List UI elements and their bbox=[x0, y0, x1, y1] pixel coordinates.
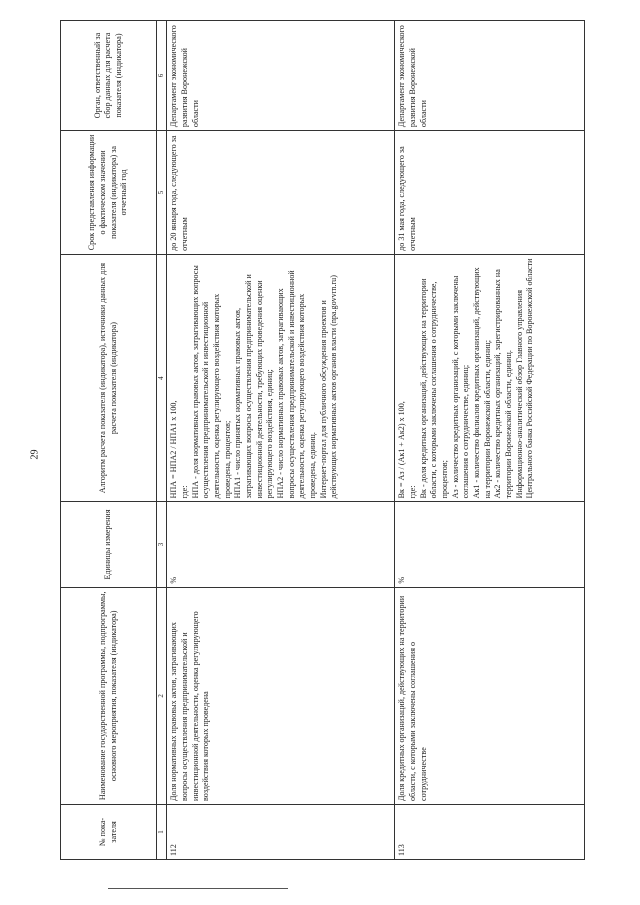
header-cell: Алгоритм расчета показателя (индикатора), источники данных для расчета показателя (индикатора) bbox=[61, 254, 157, 502]
indicator-number: 112 bbox=[167, 804, 395, 859]
responsible-body: Департамент экономического развития Воронежской области bbox=[167, 21, 395, 131]
header-row bbox=[61, 21, 157, 860]
rotated-table-container bbox=[60, 20, 585, 860]
indicator-algorithm: НПА = НПА2 / НПА1 x 100, где: НПА - доля нормативных правовых актов, затрагивающих вопросы осуществления предпринимательской и инвестиционной деятельности, оценка регулирующего воздействия которых проведена, процентов; НПА1 - число принятых нормативных правовых актов, затрагивающих вопросы осуществления предпринимательской и инвестиционной деятельности, требующих проведения оценки регулирующего воздействия, единиц; НПА2 - число нормативных правовых актов, затрагивающих вопросы осуществления предпринимательской и инвестиционной деятельности, оценка регулирующего воздействия которых проведена, единиц. Интернет-портал для публичного обсуждения проектов и действующих нормативных актов органов власти (npa.govvrn.ru) bbox=[167, 254, 395, 502]
column-number: 4 bbox=[157, 254, 167, 502]
header-cell: Орган, ответственный за сбор данных для расчета показателя (индикатора) bbox=[61, 21, 157, 131]
table-row bbox=[167, 21, 395, 860]
header-cell: Срок представления информации о фактическом значении показателя (индикатора) за отчетный год bbox=[61, 131, 157, 255]
column-number: 6 bbox=[157, 21, 167, 131]
header-cell: № пока-зателя bbox=[61, 804, 157, 859]
indicator-deadline: до 20 января года, следующего за отчетным bbox=[167, 131, 395, 255]
column-number-row bbox=[157, 21, 167, 860]
indicator-algorithm: Вк = Аз / (Ак1 + Ак2) x 100, где: Вк - доля кредитных организаций, действующих на территории области, с которыми заключены соглашения о сотрудничестве, процентов; Аз - количество кредитных организаций, с которыми заключены соглашения о сотрудничестве, единиц; Ак1 - количество филиалов кредитных организаций, действующих на территории Воронежской области, единиц; Ак2 - количество кредитных организаций, зарегистрированных на территории Воронежской области, единиц. Информационно-аналитический обзор Главного управления Центрального банка Российской Федерации по Воронежской области bbox=[395, 254, 585, 502]
indicator-table bbox=[60, 20, 585, 860]
indicator-number: 113 bbox=[395, 804, 585, 859]
responsible-body: Департамент экономического развития Воронежской области bbox=[395, 21, 585, 131]
indicator-unit: % bbox=[167, 502, 395, 587]
footnote-divider bbox=[108, 888, 288, 889]
indicator-name: Доля нормативных правовых актов, затрагивающих вопросы осуществления предпринимательской и инвестиционной деятельности, оценка регулирующего воздействия которых проведена bbox=[167, 587, 395, 804]
header-cell: Единицы измерения bbox=[61, 502, 157, 587]
column-number: 5 bbox=[157, 131, 167, 255]
indicator-deadline: до 31 мая года, следующего за отчетным bbox=[395, 131, 585, 255]
header-cell: Наименование государственной программы, подпрограммы, основного мероприятия, показателя (индикатора) bbox=[61, 587, 157, 804]
column-number: 1 bbox=[157, 804, 167, 859]
indicator-name: Доля кредитных организаций, действующих на территории области, с которыми заключены соглашения о сотрудничестве bbox=[395, 587, 585, 804]
column-number: 3 bbox=[157, 502, 167, 587]
table-row bbox=[395, 21, 585, 860]
page-number: 29 bbox=[29, 449, 41, 460]
column-number: 2 bbox=[157, 587, 167, 804]
indicator-unit: % bbox=[395, 502, 585, 587]
